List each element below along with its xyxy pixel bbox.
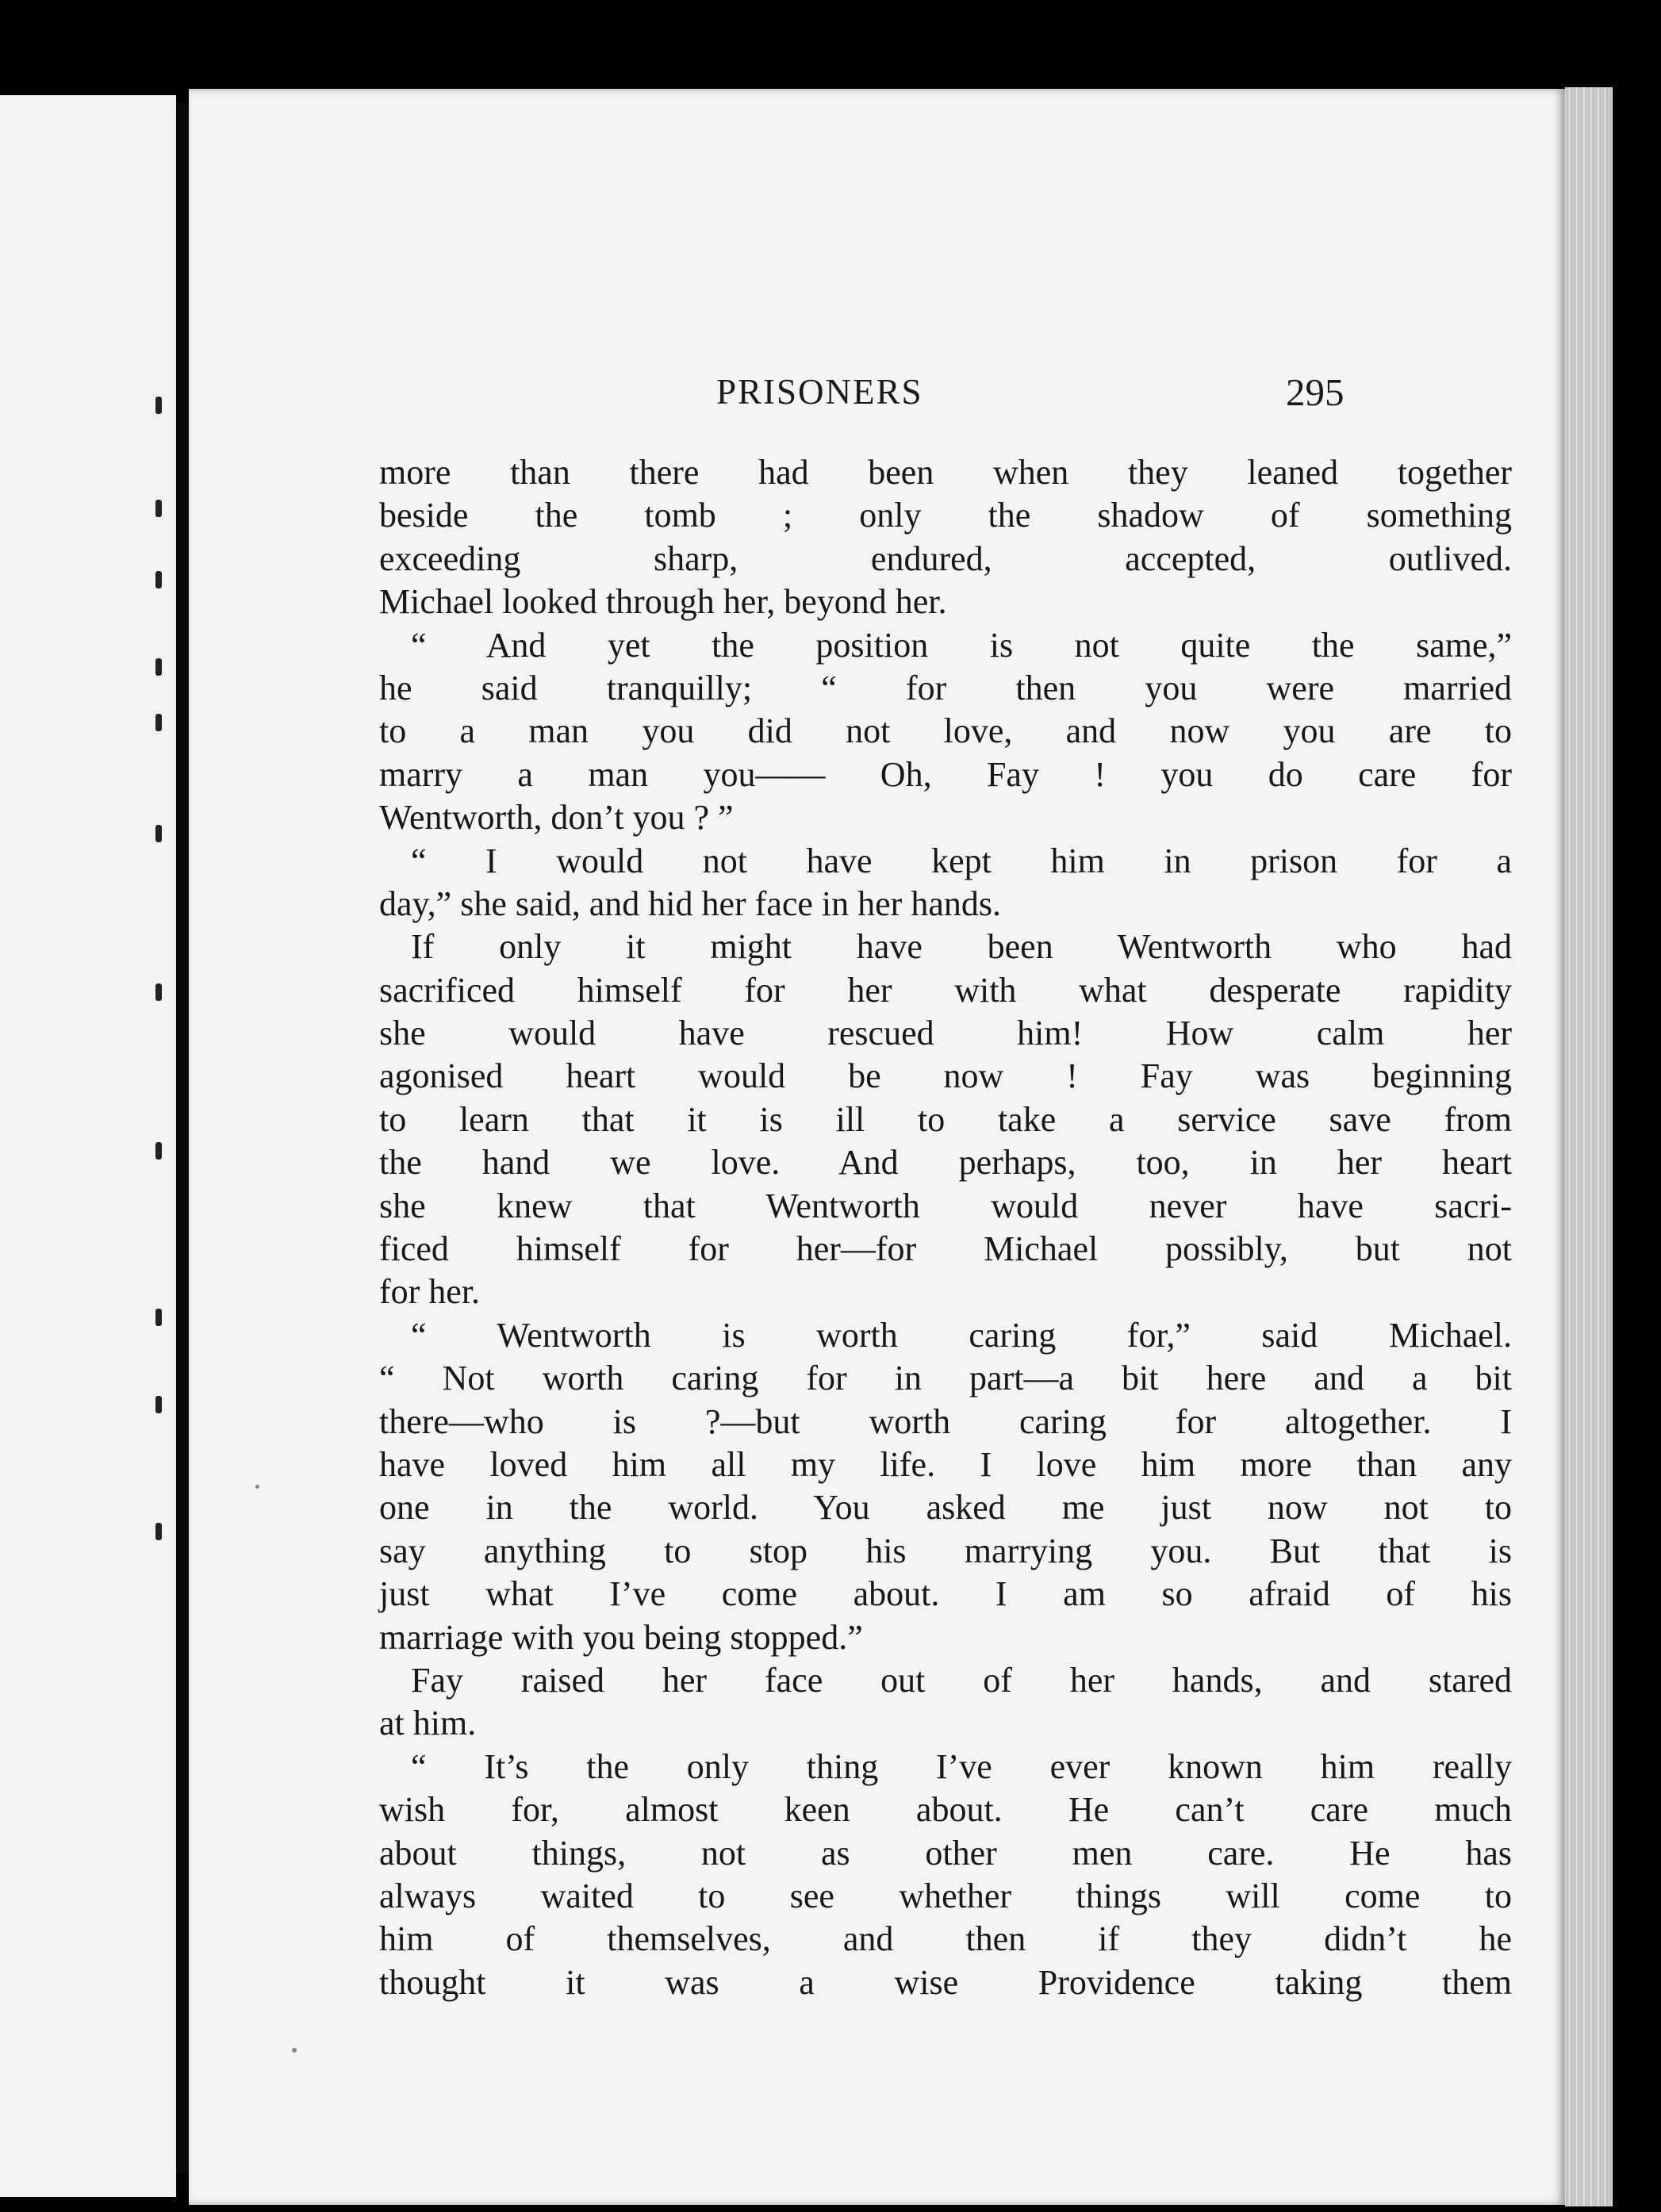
running-title: PRISONERS — [716, 372, 923, 412]
text-line: Fay raised her face out of her hands, and stared — [411, 1660, 1512, 1700]
text-line: say anything to stop his marrying you. But that is — [379, 1531, 1512, 1570]
text-line: marriage with you being stopped.” — [379, 1617, 863, 1657]
text-line: about things, not as other men care. He has — [379, 1833, 1512, 1873]
running-head — [189, 371, 1565, 419]
text-line: for her. — [379, 1272, 481, 1312]
text-line: “ Not worth caring for in part—a bit here and a bit — [379, 1359, 1512, 1398]
text-line: If only it might have been Wentworth who had — [411, 927, 1512, 967]
text-line: she would have rescued him! How calm her — [379, 1014, 1512, 1053]
text-line: always waited to see whether things will come to — [379, 1876, 1512, 1915]
text-line: thought it was a wise Providence taking them — [379, 1962, 1512, 2002]
text-line: more than there had been when they leaned together — [379, 453, 1512, 492]
text-line: just what I’ve come about. I am so afraid of his — [379, 1574, 1512, 1614]
paper-speck — [255, 1485, 259, 1489]
body-text — [379, 451, 1512, 2004]
text-line: “ I would not have kept him in prison for a — [411, 841, 1512, 880]
paper-speck — [292, 2048, 297, 2053]
text-line: he said tranquilly; “ for then you were married — [379, 668, 1512, 707]
text-line: she knew that Wentworth would never have sacri- — [379, 1186, 1512, 1225]
text-line: have loved him all my life. I love him more than any — [379, 1444, 1512, 1484]
text-line: to a man you did not love, and now you are to — [379, 711, 1512, 751]
text-line: sacrificed himself for her with what desperate rapidity — [379, 970, 1512, 1010]
text-line: him of themselves, and then if they didn’t he — [379, 1919, 1512, 1959]
text-line: Michael looked through her, beyond her. — [379, 582, 947, 622]
text-line: there—who is ?—but worth caring for altogether. I — [379, 1401, 1512, 1441]
text-line: the hand we love. And perhaps, too, in her heart — [379, 1143, 1512, 1183]
page-number: 295 — [1286, 370, 1345, 414]
text-line: “ It’s the only thing I’ve ever known him really — [411, 1746, 1512, 1786]
text-line: beside the tomb ; only the shadow of something — [379, 496, 1512, 535]
text-line: ficed himself for her—for Michael possibly, but not — [379, 1229, 1512, 1269]
text-line: wish for, almost keen about. He can’t care much — [379, 1790, 1512, 1830]
text-line: marry a man you—— Oh, Fay ! you do care for — [379, 754, 1512, 794]
text-line: “ Wentworth is worth caring for,” said Michael. — [411, 1315, 1512, 1355]
text-line: “ And yet the position is not quite the same,” — [411, 625, 1512, 665]
text-line: Wentworth, don’t you ? ” — [379, 798, 734, 838]
text-line: one in the world. You asked me just now not to — [379, 1488, 1512, 1528]
text-line: agonised heart would be now ! Fay was beginning — [379, 1056, 1512, 1096]
book-page — [189, 89, 1565, 2205]
text-line: to learn that it is ill to take a service save from — [379, 1099, 1512, 1139]
text-line: at him. — [379, 1704, 477, 1743]
facing-page-edge — [0, 95, 176, 2197]
facing-page-text-fragments — [155, 381, 171, 1570]
text-line: day,” she said, and hid her face in her hands. — [379, 884, 1001, 923]
binding-gutter — [176, 103, 189, 2173]
text-line: exceeding sharp, endured, accepted, outlived. — [379, 539, 1512, 578]
page-stack-edges — [1565, 87, 1613, 2206]
